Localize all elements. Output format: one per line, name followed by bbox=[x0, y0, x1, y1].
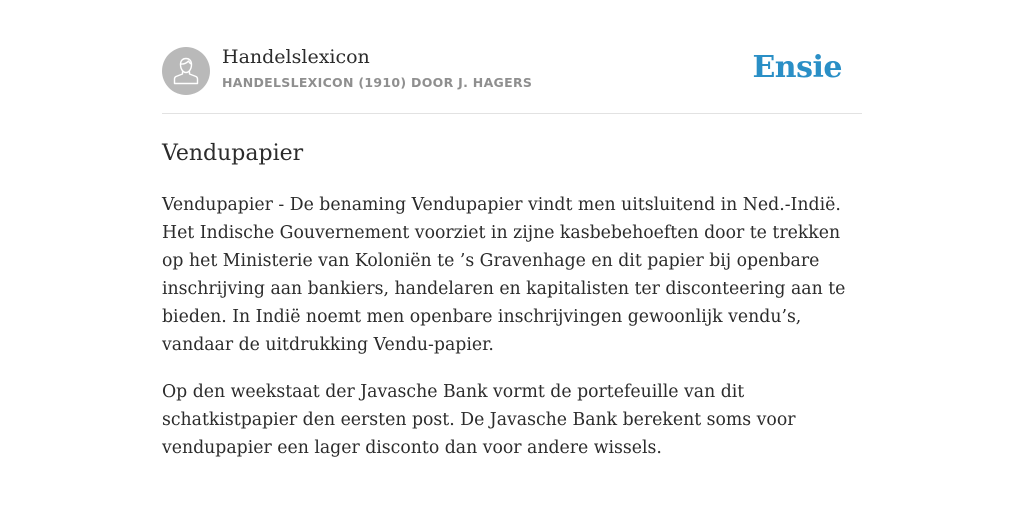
article-title: Vendupapier bbox=[162, 141, 304, 166]
definition-card bbox=[162, 44, 862, 462]
source-subtitle: HANDELSLEXICON (1910) DOOR J. HAGERS bbox=[222, 75, 533, 90]
avatar[interactable] bbox=[162, 47, 210, 95]
user-icon bbox=[173, 57, 199, 85]
article-paragraph: Vendupapier - De benaming Vendupapier vindt men uitsluitend in Ned.-Indië. Het Indische Gouvernement voorziet in zijne kasbebehoeften door te trekken op het Ministerie van Koloniën te ’s Gravenhage en dit papier bij openbare inschrijving aan bankiers, handelaren en kapitalisten ter disconteering aan te bieden. In Indië noemt men openbare inschrijvingen gewoonlijk vendu’s, vandaar de uitdrukking Vendu-papier. bbox=[162, 195, 846, 355]
article-paragraph: Op den weekstaat der Javasche Bank vormt de portefeuille van dit schatkistpapier den eersten post. De Javasche Bank berekent soms voor vendupapier een lager disconto dan voor andere wissels. bbox=[162, 382, 796, 458]
brand-logo[interactable]: Ensie bbox=[752, 50, 842, 85]
card-header bbox=[162, 44, 862, 114]
source-title[interactable]: Handelslexicon bbox=[222, 46, 370, 68]
